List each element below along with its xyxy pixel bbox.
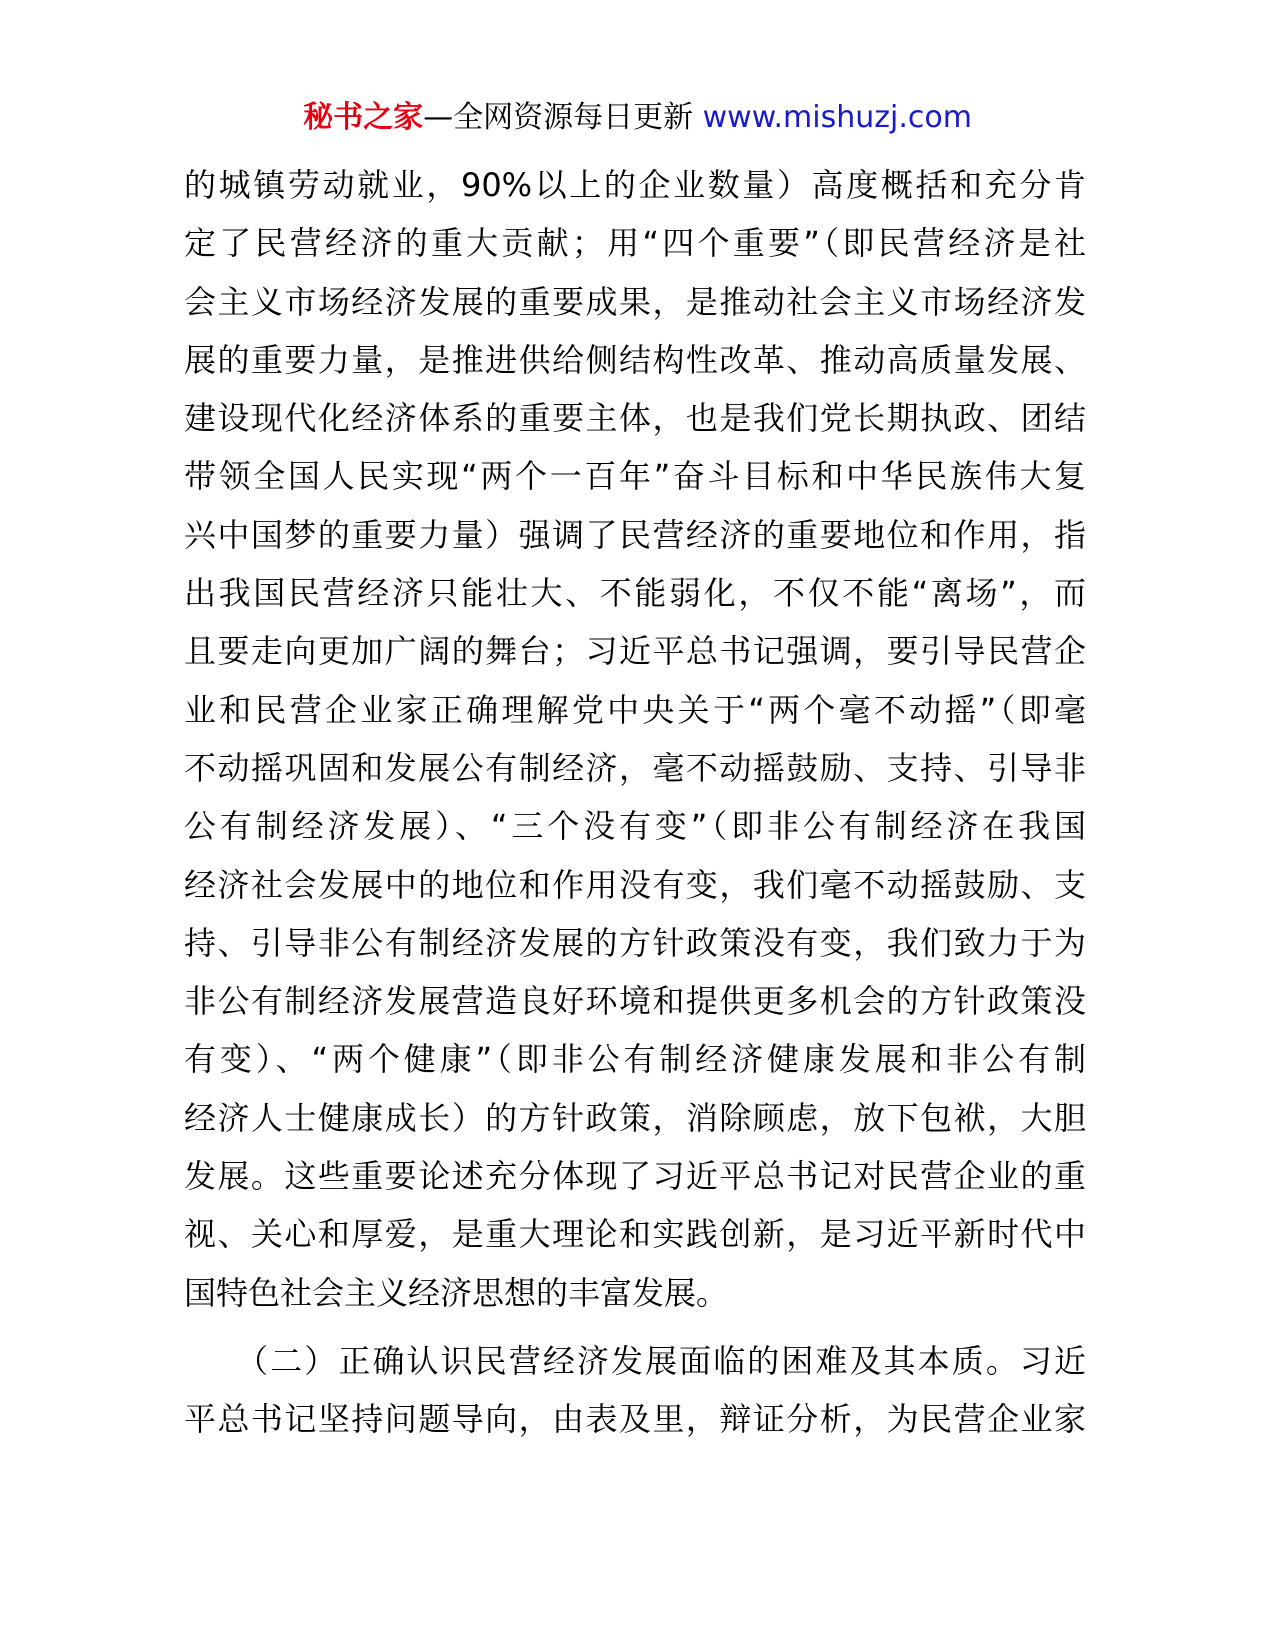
text-line: 国特色社会主义经济思想的丰富发展。 [184,1273,729,1312]
text-line: 平总书记坚持问题导向，由表及里，辩证分析，为民营企业家 [184,1400,1086,1439]
text-line: 经济人士健康成长）的方针政策，消除顾虑，放下包袱，大胆 [184,1098,1086,1137]
text-line: 带领全国人民实现“两个一百年”奋斗目标和中华民族伟大复 [184,457,1086,496]
text-line: 视、关心和厚爱，是重大理论和实践创新，是习近平新时代中 [184,1215,1086,1254]
text-line: 经济社会发展中的地位和作用没有变，我们毫不动摇鼓励、支 [184,865,1086,904]
text-line: 建设现代化经济体系的重要主体，也是我们党长期执政、团结 [184,399,1086,438]
text-line: 兴中国梦的重要力量）强调了民营经济的重要地位和作用，指 [184,515,1086,554]
site-tagline: —全网资源每日更新 [423,100,703,135]
text-line: 公有制经济发展）、“三个没有变”（即非公有制经济在我国 [184,807,1086,846]
site-header [0,98,1275,138]
text-line: 非公有制经济发展营造良好环境和提供更多机会的方针政策没 [184,982,1086,1021]
text-line: （二）正确认识民营经济发展面临的困难及其本质。习近 [184,1341,1086,1380]
text-line: 发展。这些重要论述充分体现了习近平总书记对民营企业的重 [184,1157,1086,1196]
site-url-link[interactable]: www.mishuzj.com [702,100,972,135]
site-brand: 秘书之家 [303,100,424,135]
paragraph-1 [184,156,1086,1322]
text-line: 展的重要力量，是推进供给侧结构性改革、推动高质量发展、 [184,340,1086,379]
text-line: 会主义市场经济发展的重要成果，是推动社会主义市场经济发 [184,282,1086,321]
text-line: 有变）、“两个健康”（即非公有制经济健康发展和非公有制 [184,1040,1086,1079]
text-line: 持、引导非公有制经济发展的方针政策没有变，我们致力于为 [184,923,1086,962]
paragraph-2 [184,1332,1086,1449]
text-line: 且要走向更加广阔的舞台；习近平总书记强调，要引导民营企 [184,632,1086,671]
text-line: 的城镇劳动就业，90%以上的企业数量）高度概括和充分肯 [184,166,1086,204]
paragraph-gap [184,1322,1086,1332]
text-line: 业和民营企业家正确理解党中央关于“两个毫不动摇”（即毫 [184,690,1086,729]
text-line: 不动摇巩固和发展公有制经济，毫不动摇鼓励、支持、引导非 [184,748,1086,787]
text-line: 出我国民营经济只能壮大、不能弱化，不仅不能“离场”，而 [184,574,1086,613]
document-body [184,156,1086,1449]
text-line: 定了民营经济的重大贡献；用“四个重要”（即民营经济是社 [184,224,1086,263]
